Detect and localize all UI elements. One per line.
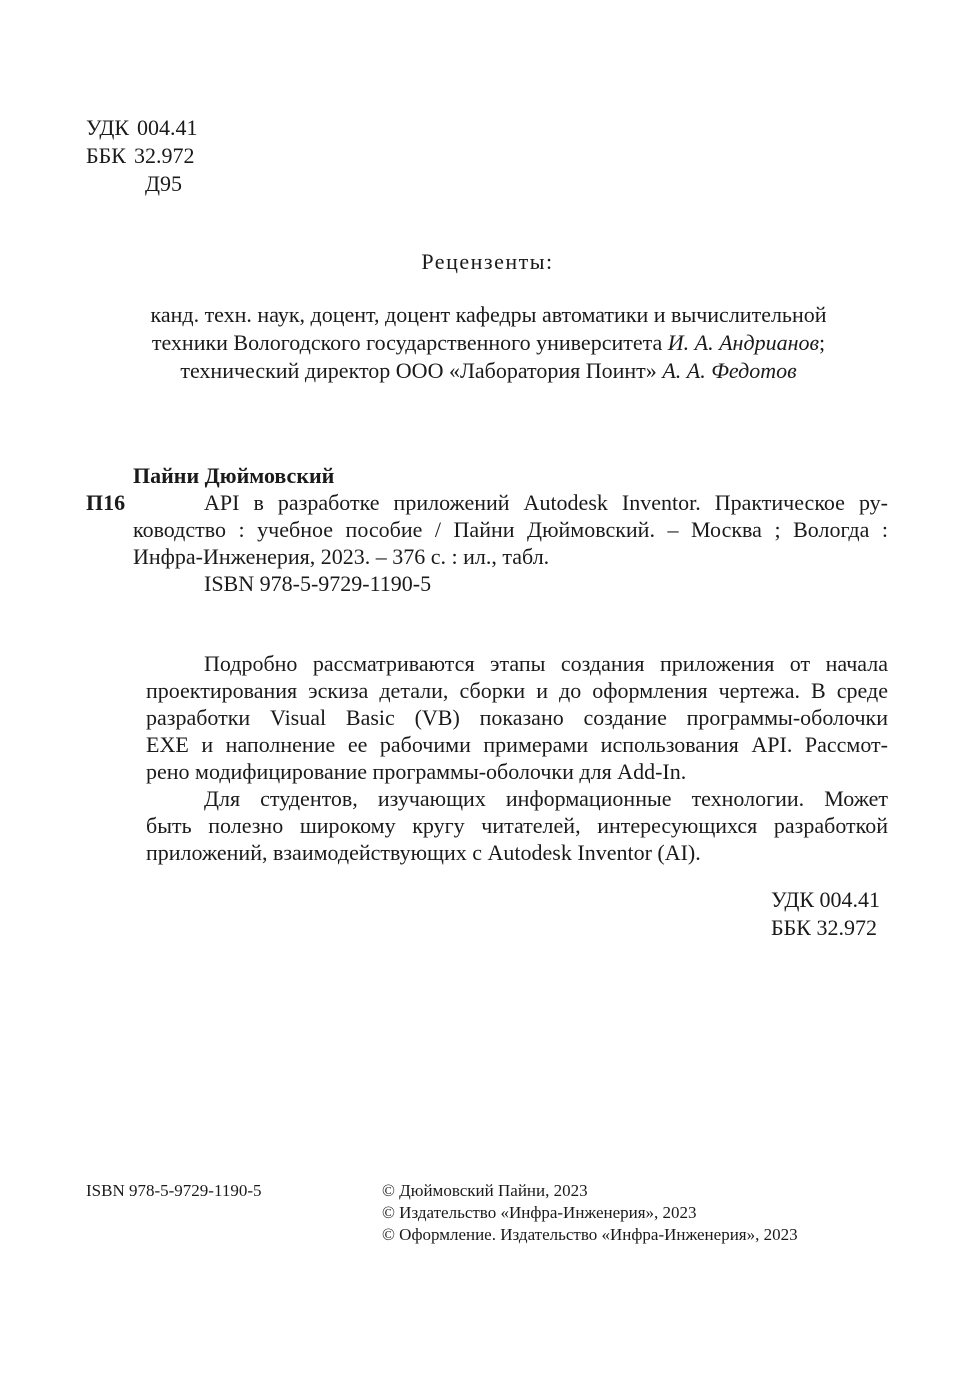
annotation-udk: УДК 004.41 xyxy=(771,887,881,912)
annotation-line: EXE и наполнение ее рабочими примерами использования API. Рассмот- xyxy=(146,732,888,757)
annotation-bbk: ББК 32.972 xyxy=(771,915,877,940)
annotation-line: Для студентов, изучающих информационные технологии. Может xyxy=(204,786,888,811)
classification-codes xyxy=(86,114,198,198)
biblio-line: API в разработке приложений Autodesk Inventor. Практическое ру- xyxy=(204,490,888,515)
annotation-line: быть полезно широкому кругу читателей, интересующихся разработкой xyxy=(146,813,888,838)
reviewers-title: Рецензенты: xyxy=(421,249,554,274)
biblio-line: ководство : учебное пособие / Пайни Дюймовский. – Москва ; Вологда : xyxy=(133,517,888,542)
reviewer-affiliation: техники Вологодского государственного университета xyxy=(151,330,668,355)
copyright-block xyxy=(382,1180,798,1246)
reviewer-name: А. А. Федотов xyxy=(662,358,797,383)
udk-value: 004.41 xyxy=(137,115,198,140)
udk-label: УДК xyxy=(86,115,130,140)
copyright-line: © Дюймовский Пайни, 2023 xyxy=(382,1181,588,1200)
udk-row xyxy=(86,114,198,142)
copyright-line: © Издательство «Инфра-Инженерия», 2023 xyxy=(382,1203,697,1222)
footer-isbn: ISBN 978-5-9729-1190-5 xyxy=(86,1181,262,1200)
book-author: Пайни Дюймовский xyxy=(133,463,335,488)
reviewer-line-2 xyxy=(86,329,891,357)
bbk-row xyxy=(86,142,198,170)
annotation-codes xyxy=(771,886,880,942)
biblio-isbn: ISBN 978-5-9729-1190-5 xyxy=(204,571,432,596)
author-mark: Д95 xyxy=(145,171,183,196)
bibliographic-description xyxy=(133,489,888,597)
biblio-line: Инфра-Инженерия, 2023. – 376 с. : ил., табл. xyxy=(133,544,550,569)
reviewer-separator: ; xyxy=(819,330,826,355)
annotation-line: приложений, взаимодействующих с Autodesk Inventor (AI). xyxy=(146,840,701,865)
reviewer-line-3 xyxy=(86,357,891,385)
reviewer-line-1: канд. техн. наук, доцент, доцент кафедры автоматики и вычислительной xyxy=(150,302,827,327)
author-index: П16 xyxy=(86,490,126,515)
reviewer-name: И. А. Андрианов xyxy=(667,330,820,355)
annotation-line: разработки Visual Basic (VB) показано создание программы-оболочки xyxy=(146,705,888,730)
reviewer-affiliation: технический директор ООО «Лаборатория Поинт» xyxy=(180,358,663,383)
bbk-value: 32.972 xyxy=(133,143,195,168)
annotation-line: Подробно рассматриваются этапы создания приложения от начала xyxy=(204,651,888,676)
annotation-line: проектирования эскиза детали, сборки и до оформления чертежа. В среде xyxy=(146,678,888,703)
annotation xyxy=(146,650,888,866)
bbk-label: ББК xyxy=(86,143,126,168)
copyright-line: © Оформление. Издательство «Инфра-Инженерия», 2023 xyxy=(382,1225,798,1244)
reviewers-block xyxy=(86,301,891,385)
annotation-line: рено модифицирование программы-оболочки для Add-In. xyxy=(146,759,687,784)
